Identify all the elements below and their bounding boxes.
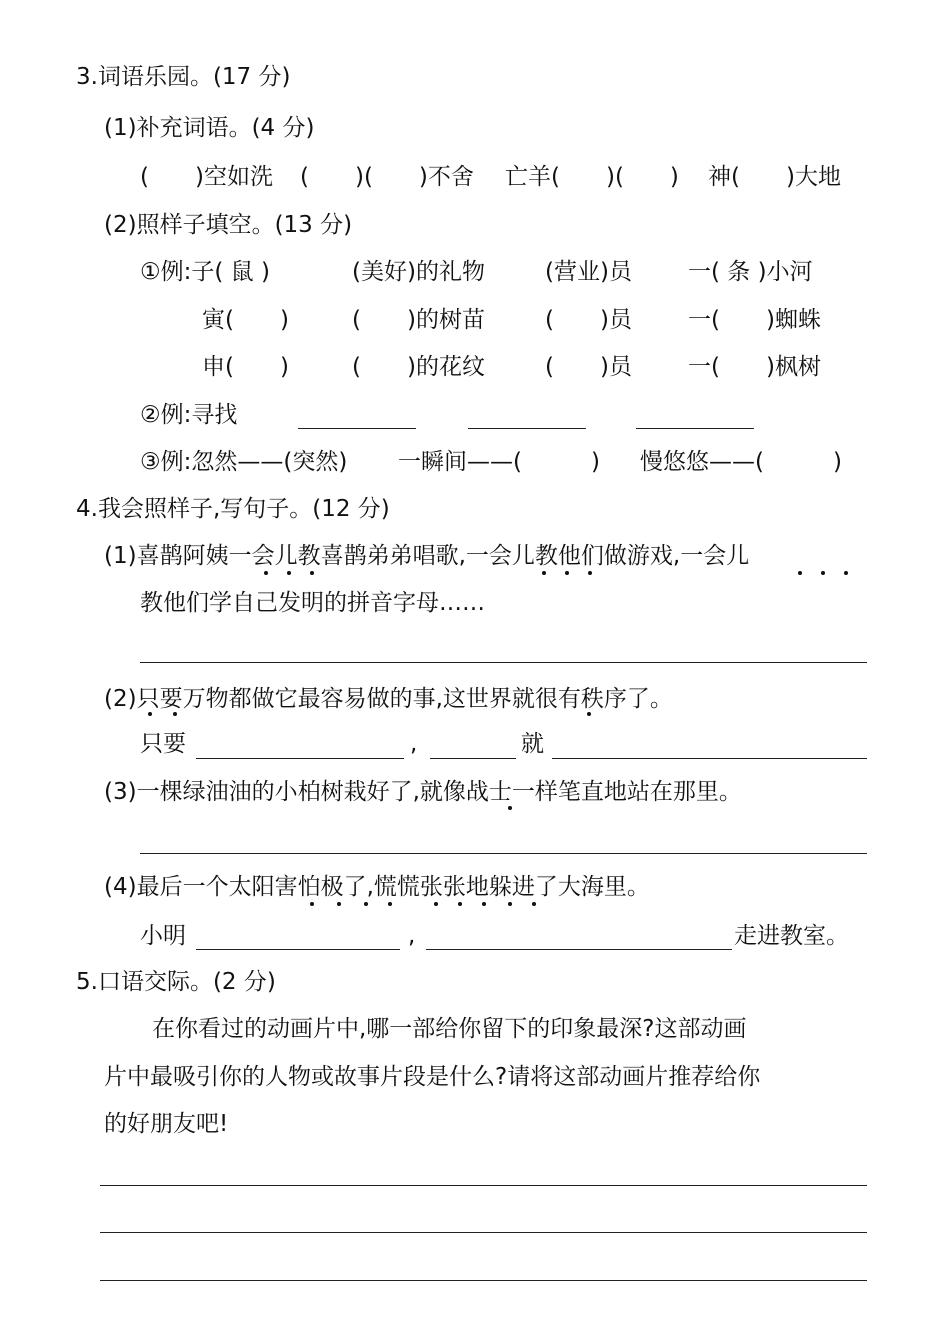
sentence4-blank-2[interactable] [426,949,732,950]
sentence2-fill-prefix: 只要 [140,731,186,757]
sentence1-line1: (1)喜鹊阿姨一会儿教喜鹊弟弟唱歌,一会儿教他们做游戏,一会儿 [104,543,750,569]
example1-row2-col2: ( )的树苗 [352,307,485,333]
sentence4-blank-1[interactable] [196,949,400,950]
q5-paragraph-line-2: 片中最吸引你的人物或故事片段是什么?请将这部动画片推荐给你 [104,1064,761,1090]
sentence3-line1: (3)一棵绿油油的小柏树栽好了,就像战士一样笔直地站在那里。 [104,779,742,805]
q3-part2-title: (2)照样子填空。(13 分) [104,212,353,238]
example1-row1-col1: ①例:子( 鼠 ) [140,259,270,285]
example1-row1-col4: 一( 条 )小河 [688,259,813,285]
example1-row3-col3: ( )员 [545,354,632,380]
emphasis-dots-2 [538,571,598,579]
emphasis-dots-5 [583,712,597,720]
example1-row3-col4: 一( )枫树 [688,354,821,380]
idiom-blank-1: ( )空如洗 [140,164,273,190]
sentence2-fill-comma: , [410,731,418,757]
emphasis-dots-7 [306,902,546,910]
example1-row3-col1: 申( ) [202,354,289,380]
emphasis-dots-4 [144,712,186,720]
sentence2-fill-jiu: 就 [521,731,544,757]
q3-part1-title: (1)补充词语。(4 分) [104,115,315,141]
sentence4-line1: (4)最后一个太阳害怕极了,慌慌张张地躲进了大海里。 [104,874,650,900]
example1-row3-col2: ( )的花纹 [352,354,485,380]
example1-row2-col4: 一( )蜘蛛 [688,307,821,333]
q5-answer-line-3[interactable] [100,1280,867,1281]
example1-row1-col2: (美好)的礼物 [352,259,485,285]
example2-label: ②例:寻找 [140,402,238,428]
sentence4-fill-comma: , [408,923,416,949]
sentence4-fill-suffix: 走进教室。 [734,923,849,949]
q5-paragraph-line-3: 的好朋友吧! [104,1111,229,1137]
sentence3-answer-line[interactable] [140,853,867,854]
emphasis-dots-3 [794,571,854,579]
example2-blank-1[interactable] [298,428,416,429]
emphasis-dots-6 [504,806,518,814]
example3-label: ③例:忽然——(突然) [140,449,348,475]
idiom-blank-3: 亡羊( )( ) [505,164,679,190]
example1-row1-col3: (营业)员 [545,259,632,285]
sentence2-blank-2[interactable] [430,758,516,759]
sentence2-blank-1[interactable] [196,758,404,759]
sentence1-answer-line[interactable] [140,662,867,663]
example3-item-3: 慢悠悠——( ) [640,449,842,475]
idiom-blank-4: 神( )大地 [708,164,841,190]
idiom-blank-2: ( )( )不舍 [300,164,474,190]
sentence4-fill-prefix: 小明 [140,923,186,949]
q5-paragraph-line-1: 在你看过的动画片中,哪一部给你留下的印象最深?这部动画 [152,1016,747,1042]
example1-row2-col1: 寅( ) [202,307,289,333]
q5-answer-line-1[interactable] [100,1185,867,1186]
example2-blank-3[interactable] [636,428,754,429]
example3-item-2: 一瞬间——( ) [398,449,600,475]
sentence2-line1: (2)只要万物都做它最容易做的事,这世界就很有秩序了。 [104,686,673,712]
sentence2-blank-3[interactable] [552,758,867,759]
example1-row2-col3: ( )员 [545,307,632,333]
q5-answer-line-2[interactable] [100,1232,867,1233]
q3-title: 3.词语乐园。(17 分) [76,64,291,90]
q5-title: 5.口语交际。(2 分) [76,969,276,995]
example2-blank-2[interactable] [468,428,586,429]
q4-title: 4.我会照样子,写句子。(12 分) [76,496,390,522]
emphasis-dots-1 [260,571,320,579]
sentence1-line2: 教他们学自己发明的拼音字母…… [140,590,485,616]
